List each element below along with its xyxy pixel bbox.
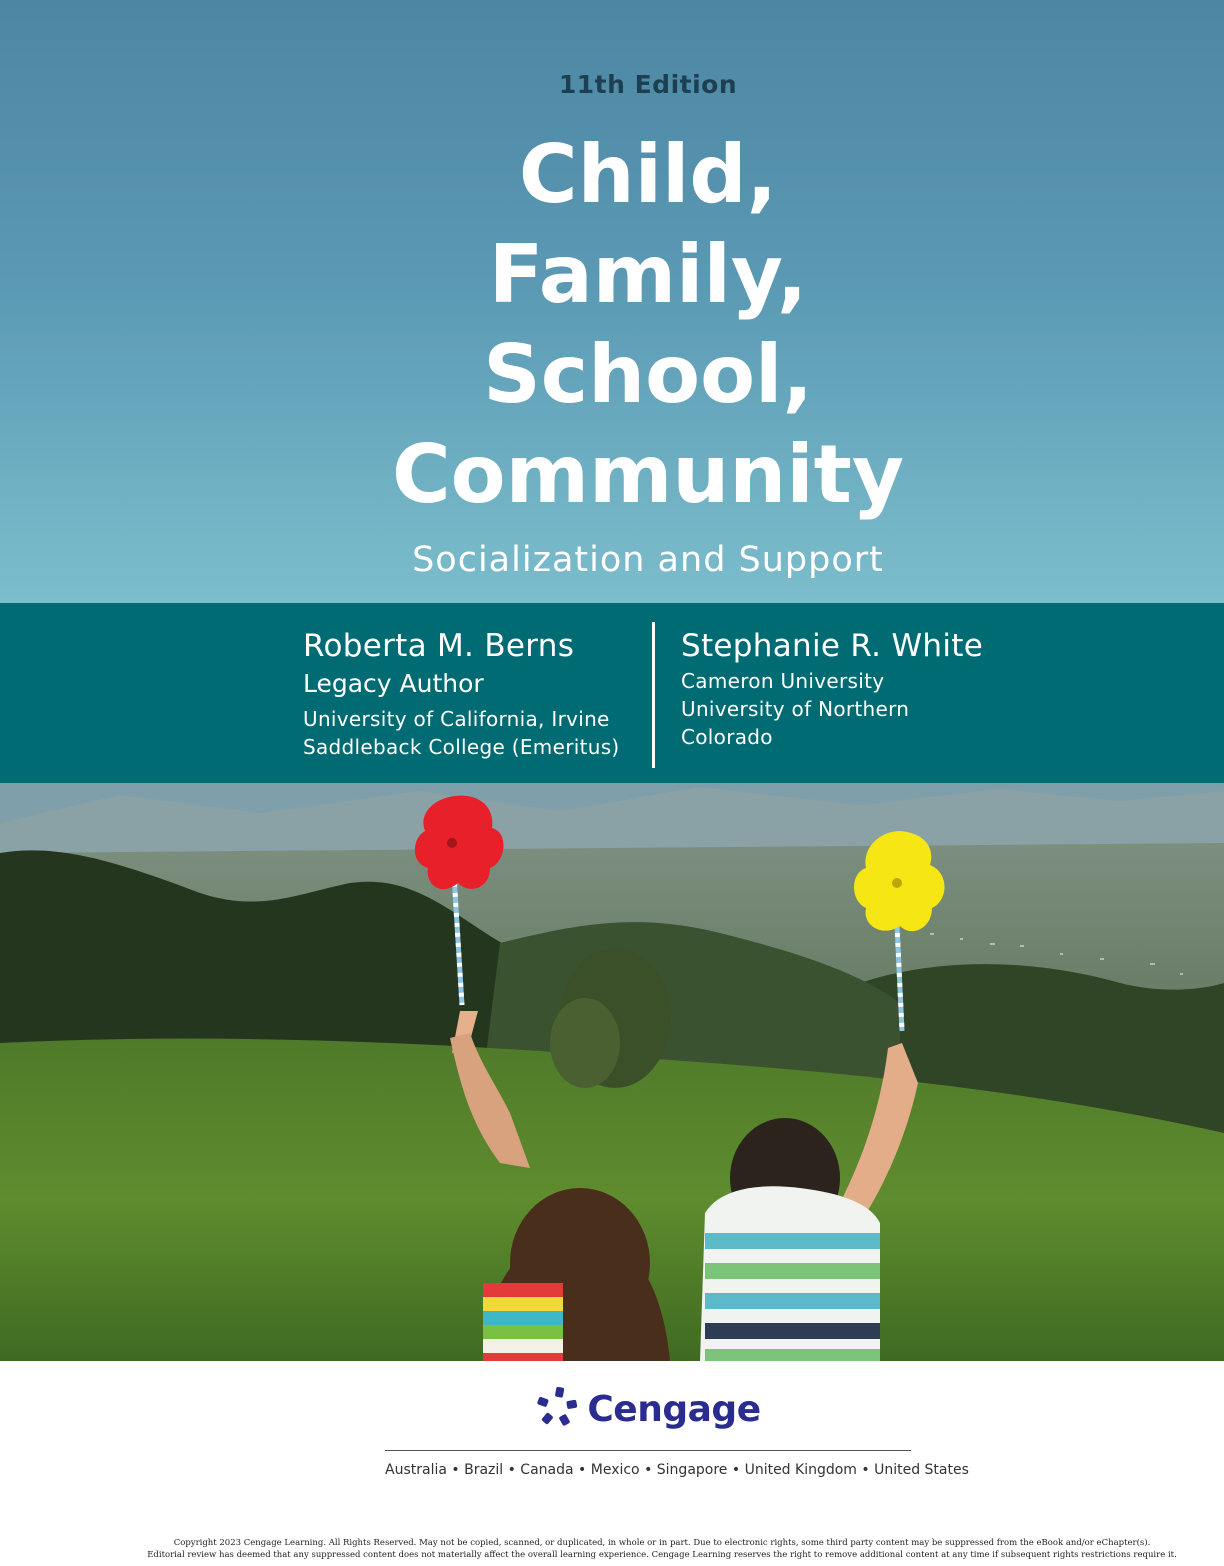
copyright-line: Copyright 2023 Cengage Learning. All Rights Reserved. May not be copied, scanned, or duplicated, in whole or in part. Due to electronic rights, some third party content may be suppressed from the eBook and/or eChapter(s). [173,1538,1151,1548]
copyright-line: Editorial review has deemed that any suppressed content does not materially affect the overall learning experience. Cengage Learning reserves the right to remove additional content at any time if subsequent rights restrictions require it. [147,1550,1177,1560]
book-title [0,125,1224,525]
author-divider [652,622,655,768]
publisher-countries: Australia • Brazil • Canada • Mexico • Singapore • United Kingdom • United States [385,1462,969,1478]
author-affiliation: University of California, Irvine [303,707,610,731]
author-affiliation: Colorado [681,725,773,749]
divider-rule [385,1450,911,1451]
cover-photo [0,783,1224,1361]
author-block-berns [303,625,620,761]
title-line: School, [483,328,813,421]
title-line: Child, [518,128,778,221]
publisher-name: Cengage [587,1388,761,1430]
author-affiliation: University of Northern [681,697,910,721]
author-role: Legacy Author [303,669,484,698]
author-affiliation: Saddleback College (Emeritus) [303,735,620,759]
author-name: Roberta M. Berns [303,628,575,664]
author-name: Stephanie R. White [681,628,984,664]
title-line: Community [391,428,905,521]
edition-label: 11th Edition [558,70,738,99]
copyright-notice [100,1537,1224,1561]
title-line: Family, [488,228,808,321]
cengage-logo-icon [535,1385,579,1433]
author-affiliation: Cameron University [681,669,885,693]
publisher-logo [0,1385,1224,1435]
author-block-white [681,625,983,751]
book-subtitle: Socialization and Support [412,540,884,580]
